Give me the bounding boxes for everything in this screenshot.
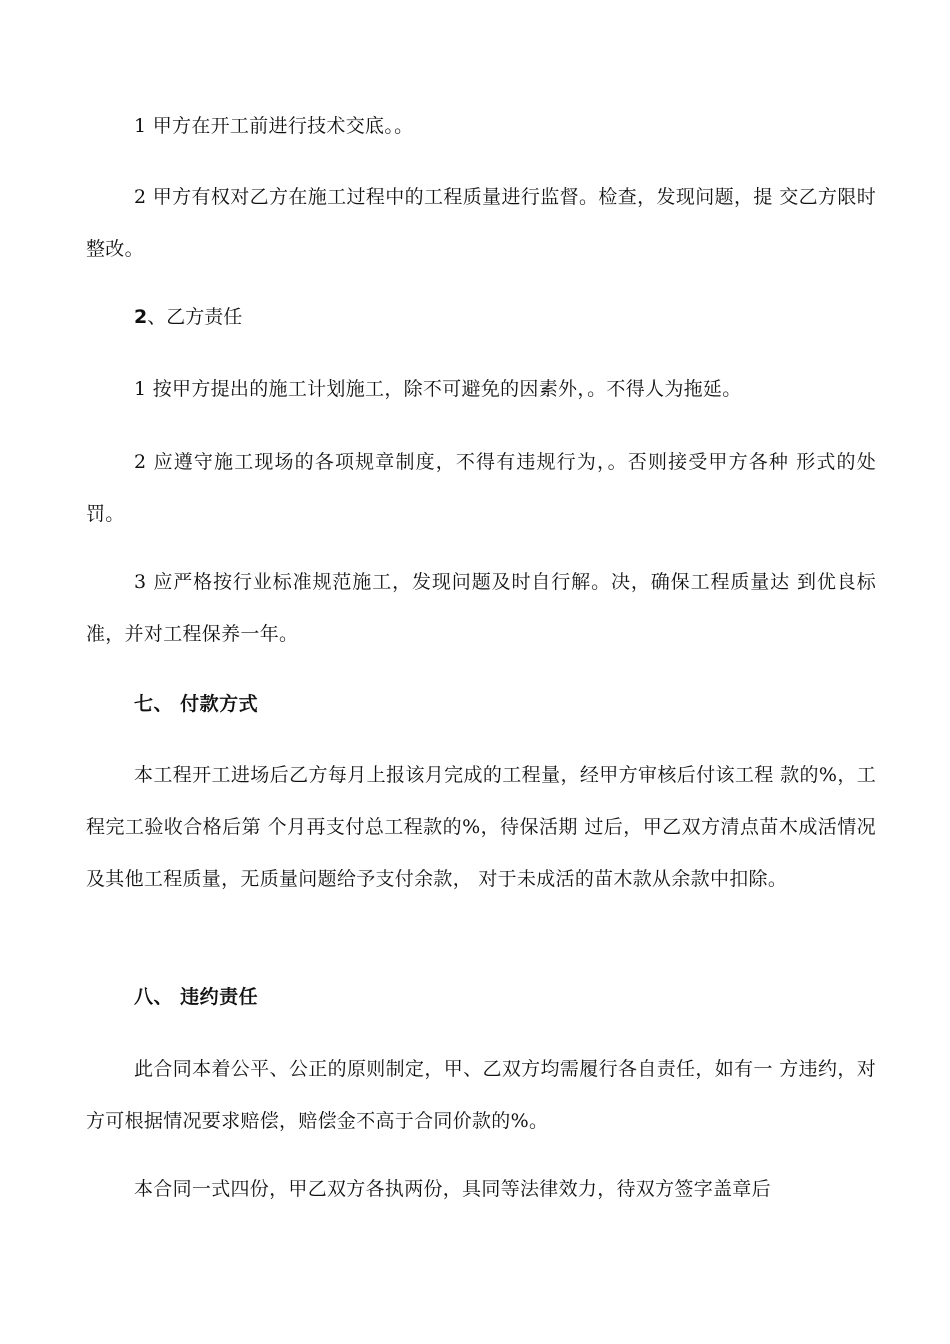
- breach-clause: 此合同本着公平、公正的原则制定，甲、乙双方均需履行各自责任，如有一 方违约，对方可根据情况要求赔偿，赔偿金不高于合同价款的%。: [86, 1058, 876, 1132]
- section-8-heading: 八、 违约责任: [134, 986, 259, 1008]
- payment-clause: 本工程开工进场后乙方每月上报该月完成的工程量，经甲方审核后付该工程 款的%，工程完工验收合格后第 个月再支付总工程款的%，待保活期 过后，甲乙双方清点苗木成活情况及其他工程质量，无质量问题给予支付余款， 对于未成活的苗木款从余款中扣除。: [86, 764, 876, 890]
- section-number: 2: [134, 306, 148, 328]
- section-title: 、乙方责任: [147, 306, 243, 328]
- clause-party-a-2: 2 甲方有权对乙方在施工过程中的工程质量进行监督。检查，发现问题，提 交乙方限时整改。: [86, 186, 876, 260]
- clause-party-b-3: 3 应严格按行业标准规范施工，发现问题及时自行解。决，确保工程质量达 到优良标准，并对工程保养一年。: [86, 571, 876, 645]
- section-party-b-heading: [134, 291, 242, 343]
- clause-party-b-1: 1 按甲方提出的施工计划施工，除不可避免的因素外，。不得人为拖延。: [134, 378, 742, 400]
- section-7-heading: 七、 付款方式: [134, 693, 259, 715]
- copies-clause: 本合同一式四份，甲乙双方各执两份，具同等法律效力，待双方签字盖章后: [134, 1178, 771, 1200]
- clause-party-a-1: 1 甲方在开工前进行技术交底。。: [134, 115, 414, 137]
- clause-party-b-2: 2 应遵守施工现场的各项规章制度，不得有违规行为，。否则接受甲方各种 形式的处罚。: [86, 451, 876, 525]
